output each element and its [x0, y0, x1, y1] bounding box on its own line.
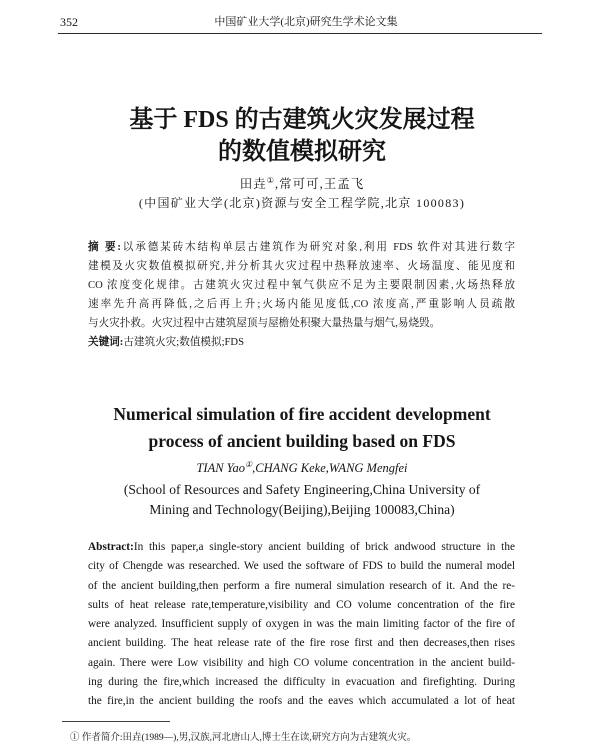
en-abstract-line: the fire,in the ancient building the roofs and the eaves which accumulated a lot of heat: [88, 695, 515, 708]
zh-abstract-line: 建模及火灾数值模拟研究,并分析其火灾过程中热释放速率、火场温度、能见度和: [88, 261, 515, 272]
zh-abstract-text: 以承德某砖木结构单层古建筑作为研究对象,利用 FDS 软件对其进行数字: [120, 242, 515, 253]
zh-title-line: 的数值模拟研究: [218, 139, 386, 165]
en-abstract-line: were analyzed. Insufficient supply of oxygen in was the main limiting factor of the fire of: [88, 618, 515, 631]
zh-author-first: 田垚: [239, 177, 267, 191]
en-abstract: [88, 538, 515, 712]
zh-abstract-label: 摘 要:: [88, 242, 121, 253]
page-number: 352: [60, 15, 78, 29]
zh-affiliation: (中国矿业大学(北京)资源与安全工程学院,北京 100083): [138, 196, 466, 210]
en-title-line: process of ancient building based on FDS: [148, 431, 456, 451]
en-abstract-line: city of Chengde was researched. We used the software of FDS to build the numeral model: [88, 560, 515, 573]
zh-author-rest: ,常可可,王孟飞: [274, 177, 365, 191]
en-author-first: TIAN Yao: [196, 461, 245, 475]
footnote-rule: [62, 721, 170, 722]
zh-keywords: [88, 333, 515, 352]
zh-title-line: 基于 FDS 的古建筑火灾发展过程: [129, 107, 475, 133]
zh-keywords-label: 关键词:: [88, 337, 124, 348]
footnote-text: ① 作者简介:田垚(1989—),男,汉族,河北唐山人,博士生在读,研究方向为古建筑火灾。: [70, 733, 417, 743]
en-author-rest: ,CHANG Keke,WANG Mengfei: [252, 461, 408, 475]
en-authors: [60, 459, 544, 477]
en-abstract-line: sults of heat release rate,temperature,visibility and CO volume concentration of the fire: [88, 598, 515, 611]
en-abstract-line: ancient building. The heat release rate of the fire rose first and then decreases,then rises: [88, 637, 515, 650]
zh-abstract: [88, 238, 515, 352]
zh-abstract-line: 速率先升高再降低,之后再上升;火场内能见度低,CO 浓度高,严重影响人员疏散: [88, 299, 515, 310]
running-header-title: 中国矿业大学(北京)研究生学术论文集: [214, 16, 398, 28]
en-affiliation-line: Mining and Technology(Beijing),Beijing 100083,China): [149, 502, 455, 517]
footnote-marker: ①: [266, 175, 275, 185]
en-affiliation: [60, 480, 544, 520]
en-abstract-label: Abstract:: [88, 541, 134, 553]
en-abstract-line: of the ancient building,then perform a fire numeral simulation research of it. And the re-: [88, 579, 515, 592]
zh-authors: [60, 175, 544, 193]
en-affiliation-line: (School of Resources and Safety Engineering,China University of: [123, 482, 481, 497]
en-abstract-line: [88, 538, 515, 557]
en-abstract-line: ing during the fire,which increased the difficulty in evacuation and firefighting. During: [88, 676, 515, 689]
en-abstract-text: In this paper,a single-story ancient building of brick andwood structure in the: [133, 541, 515, 553]
footnote-marker: ①: [245, 459, 253, 469]
en-title-line: Numerical simulation of fire accident development: [113, 404, 491, 424]
zh-abstract-line: 与火灾扑救。火灾过程中古建筑屋顶与屋檐处积聚大量热量与烟气,易烧毁。: [88, 318, 441, 329]
zh-keywords-text: 古建筑火灾;数值模拟;FDS: [123, 337, 244, 348]
en-abstract-line: again. There were Low visibility and high CO volume concentration in the ancient build-: [88, 656, 515, 669]
zh-abstract-line: CO 浓度变化规律。古建筑火灾过程中氧气供应不足为主要限制因素,火场热释放: [88, 280, 515, 291]
header-rule: [58, 33, 542, 34]
zh-abstract-line: [88, 238, 515, 257]
